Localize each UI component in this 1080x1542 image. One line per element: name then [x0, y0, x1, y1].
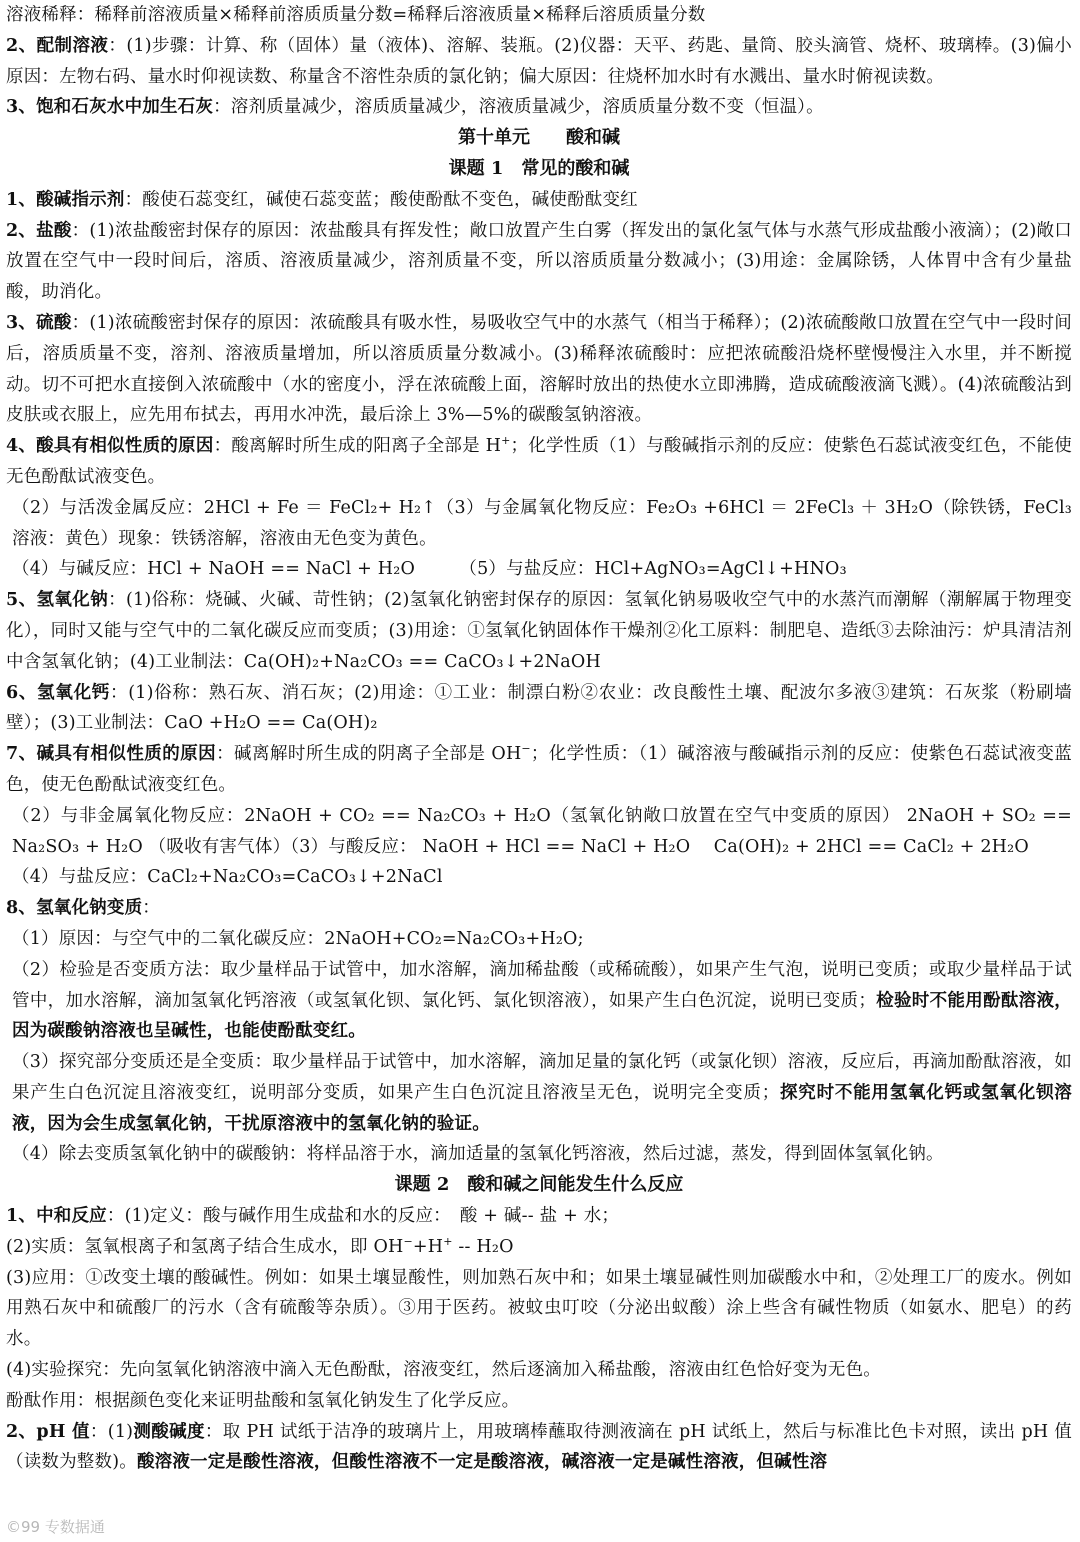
topic-1-title: 课题 1 常见的酸和碱 [448, 157, 630, 179]
heading-indicator: 1、酸碱指示剂 [6, 189, 125, 210]
text-ph-1: ：(1) [89, 1421, 134, 1442]
paragraph-calcium-hydroxide [6, 678, 1072, 740]
neutralization-experiment: (4)实验探究：先向氢氧化钠溶液中滴入无色酚酞，溶液变红，然后逐滴加入稀盐酸，溶液由红色恰好变为无色。 [6, 1360, 881, 1381]
watermark: ©99 专数据通 [6, 1518, 105, 1536]
deterioration-removal: （4）除去变质氢氧化钠中的碳酸钠：将样品溶于水，滴加适量的氢氧化钙溶液，然后过滤，蒸发，得到固体氢氧化钠。 [12, 1144, 944, 1165]
essence-text-b: +H [412, 1236, 444, 1257]
heading-acid-properties: 4、酸具有相似性质的原因 [6, 436, 214, 457]
paragraph-base-properties [6, 739, 1072, 801]
heading-neutralization: 1、中和反应 [6, 1206, 107, 1227]
heading-naoh-deterioration: 8、氢氧化钠变质 [6, 898, 143, 919]
paragraph-neutralization [6, 1201, 1072, 1232]
paragraph-sodium-hydroxide [6, 585, 1072, 677]
deterioration-explore-note: 探究时不能用氢氧化钙或氢氧化钡溶液，因为会生成氢氧化钠，干扰原溶液中的氢氧化钠的验证。 [12, 1082, 1072, 1134]
superscript-minus: − [521, 742, 531, 756]
text-acid-properties-2: ；化学性质（1）与酸碱指示剂的反应：使紫色石蕊试液变红色，不能使无色酚酞试液变色。 [6, 436, 1072, 487]
text-base-properties-1: ：碱离解时所生成的阴离子全部是 OH [216, 744, 522, 765]
text-base-properties-2: ；化学性质：（1）碱溶液与酸碱指示剂的反应：使紫色石蕊试液变蓝色，使无色酚酞试液变红色。 [6, 744, 1072, 795]
essence-text-a: (2)实质：氢氧根离子和氢离子结合生成水，即 OH [6, 1236, 404, 1257]
text-limewater: ：溶剂质量减少，溶质质量减少，溶液质量减少，溶质质量分数不变（恒温）。 [213, 97, 824, 118]
text-sodium-hydroxide: ：(1)俗称：烧碱、火碱、苛性钠；(2)氢氧化钠密封保存的原因：氢氧化钠易吸收空气中的水蒸汽而潮解（潮解属于物理变化），同时又能与空气中的二氧化碳反应而变质；(3)用途：①氢氧化钠固体作干燥剂②化工原料：制肥皂、造纸③去除油污：炉具清洁剂中含氢氧化钠；(4)工业制法：Ca(OH)₂+Na₂CO₃ == CaCO₃↓+2NaOH [6, 590, 1072, 672]
deterioration-explore [6, 1047, 1072, 1139]
heading-ph: 2、pH 值 [6, 1421, 90, 1442]
superscript-minus-2: − [403, 1234, 413, 1248]
text-hydrochloric-acid: ：(1)浓盐酸密封保存的原因：浓盐酸具有挥发性；敞口放置产生白雾（挥发出的氯化氢气体与水蒸气形成盐酸小液滴）；(2)敞口放置在空气中一段时间后，溶质、溶液质量减少，溶剂质量不变，所以溶质质量分数减小；(3)用途：金属除锈，人体胃中含有少量盐酸，助消化。 [6, 220, 1072, 303]
neutralization-application: (3)应用：①改变土壤的酸碱性。例如：如果土壤显酸性，则加熟石灰中和；如果土壤显碱性则加碳酸水中和，②处理工厂的废水。例如用熟石灰中和硫酸厂的污水（含有硫酸等杂质）。③用于医药。被蚊虫叮咬（分泌出蚁酸）涂上些含有碱性物质（如氨水、肥皂）的药水。 [6, 1267, 1072, 1350]
deterioration-test-note: 检验时不能用酚酞溶液，因为碳酸钠溶液也呈碱性，也能使酚酞变红。 [12, 990, 1073, 1042]
phenolphthalein-role: 酚酞作用：根据颜色变化来证明盐酸和氢氧化钠发生了化学反应。 [6, 1390, 520, 1411]
text-indicator: ：酸使石蕊变红，碱使石蕊变蓝；酸使酚酞不变色，碱使酚酞变红 [124, 189, 638, 210]
dilution-formula: 溶液稀释：稀释前溶液质量×稀释前溶质质量分数=稀释后溶液质量×稀释后溶质质量分数 [6, 5, 706, 25]
deterioration-test-text: （2）检验是否变质方法：取少量样品于试管中，加水溶解，滴加稀盐酸（或稀硫酸），如果产生气泡，说明已变质；或取少量样品于试管中，加水溶解，滴加氢氧化钙溶液（或氢氧化钡、氯化钙、氯化钡溶液），如果产生白色沉淀，说明已变质； [12, 959, 1072, 1011]
heading-ph-measure: 测酸碱度 [133, 1421, 205, 1442]
paragraph-acid-properties [6, 431, 1072, 493]
paragraph-naoh-deterioration [6, 893, 1072, 924]
paragraph-ph [6, 1417, 1072, 1479]
neutralization-essence [6, 1232, 1072, 1263]
heading-hydrochloric-acid: 2、盐酸 [6, 220, 72, 241]
topic-2-title: 课题 2 酸和碱之间能发生什么反应 [394, 1174, 684, 1196]
paragraph-limewater [6, 92, 1072, 123]
heading-sodium-hydroxide: 5、氢氧化钠 [6, 590, 109, 611]
deterioration-cause: （1）原因：与空气中的二氧化碳反应：2NaOH+CO₂=Na₂CO₃+H₂O; [12, 928, 584, 949]
superscript-plus-2: + [443, 1234, 453, 1248]
heading-sulfuric-acid: 3、硫酸 [6, 312, 72, 333]
heading-calcium-hydroxide: 6、氢氧化钙 [6, 682, 111, 703]
heading-solution-prep: 2、配制溶液 [6, 35, 109, 56]
deterioration-explore-text: （3）探究部分变质还是全变质：取少量样品于试管中，加水溶解，滴加足量的氯化钙（或氯化钡）溶液，反应后，再滴加酚酞溶液，如果产生白色沉淀且溶液变红，说明部分变质，如果产生白色沉淀且溶液呈无色，说明完全变质； [12, 1052, 1072, 1103]
text-solution-prep: ：(1)步骤：计算、称（固体）量（液体)、溶解、装瓶。(2)仪器：天平、药匙、量筒、胶头滴管、烧杯、玻璃棒。(3)偏小原因：左物右码、量水时仰视读数、称量含不溶性杂质的氯化钠；偏大原因：往烧杯加水时有水溅出、量水时俯视读数。 [6, 35, 1072, 87]
essence-text-c: -- H₂O [452, 1236, 514, 1257]
text-naoh-deterioration: ： [142, 898, 160, 919]
unit-title: 第十单元 酸和碱 [458, 127, 620, 149]
deterioration-test [6, 955, 1072, 1047]
paragraph-sulfuric-acid [6, 308, 1072, 431]
paragraph-solution-prep [6, 31, 1072, 93]
paragraph-indicator [6, 185, 1072, 216]
heading-base-properties: 7、碱具有相似性质的原因 [6, 744, 217, 765]
text-acid-properties-1: ：酸离解时所生成的阳离子全部是 H [213, 436, 502, 457]
base-reactions-oxide-acid: （2）与非金属氧化物反应：2NaOH + CO₂ == Na₂CO₃ + H₂O（氢氧化钠敞口放置在空气中变质的原因） 2NaOH + SO₂ == Na₂SO₃ + H₂O （吸收有害气体）（3）与酸反应： NaOH + HCl == NaCl + H₂O Ca(OH)₂ + 2HCl == CaCl₂ + 2H₂O [12, 805, 1072, 857]
text-ph-note: 酸溶液一定是酸性溶液，但酸性溶液不一定是酸溶液，碱溶液一定是碱性溶液，但碱性溶 [136, 1452, 828, 1473]
base-reactions-salt: （4）与盐反应：CaCl₂+Na₂CO₃=CaCO₃↓+2NaCl [12, 867, 443, 888]
text-neutralization: ：(1)定义：酸与碱作用生成盐和水的反应： 酸 + 碱-- 盐 + 水； [106, 1206, 620, 1227]
paragraph-hydrochloric-acid [6, 216, 1072, 308]
text-sulfuric-acid: ：(1)浓硫酸密封保存的原因：浓硫酸具有吸水性，易吸收空气中的水蒸气（相当于稀释）；(2)浓硫酸敞口放置在空气中一段时间后，溶质质量不变，溶剂、溶液质量增加，所以溶质质量分数减小。(3)稀释浓硫酸时：应把浓硫酸沿烧杯壁慢慢注入水里，并不断搅动。切不可把水直接倒入浓硫酸中（水的密度小，浮在浓硫酸上面，溶解时放出的热使水立即沸腾，造成硫酸液滴飞溅）。(4)浓硫酸沾到皮肤或衣服上，应先用布拭去，再用水冲洗，最后涂上 3%—5%的碳酸氢钠溶液。 [6, 312, 1072, 426]
heading-limewater: 3、饱和石灰水中加生石灰 [6, 97, 214, 118]
acid-reactions-metal: （2）与活泼金属反应：2HCl + Fe ＝ FeCl₂+ H₂↑（3）与金属氧化物反应：Fe₂O₃ +6HCl ＝ 2FeCl₃ ＋ 3H₂O（除铁锈，FeCl₃溶液：黄色）现象：铁锈溶解，溶液由无色变为黄色。 [12, 497, 1072, 549]
text-calcium-hydroxide: ：(1)俗称：熟石灰、消石灰；(2)用途：①工业：制漂白粉②农业：改良酸性土壤、配波尔多液③建筑：石灰浆（粉刷墙壁）；(3)工业制法：CaO +H₂O == Ca(OH)₂ [6, 682, 1072, 734]
acid-reactions-base-salt: （4）与碱反应：HCl + NaOH == NaCl + H₂O （5）与盐反应：HCl+AgNO₃=AgCl↓+HNO₃ [12, 559, 847, 580]
superscript-plus: + [501, 434, 511, 448]
text-ph-2: ：取 PH 试纸于洁净的玻璃片上，用玻璃棒蘸取待测液滴在 pH 试纸上，然后与标准比色卡对照，读出 pH 值（读数为整数)。 [6, 1421, 1072, 1473]
